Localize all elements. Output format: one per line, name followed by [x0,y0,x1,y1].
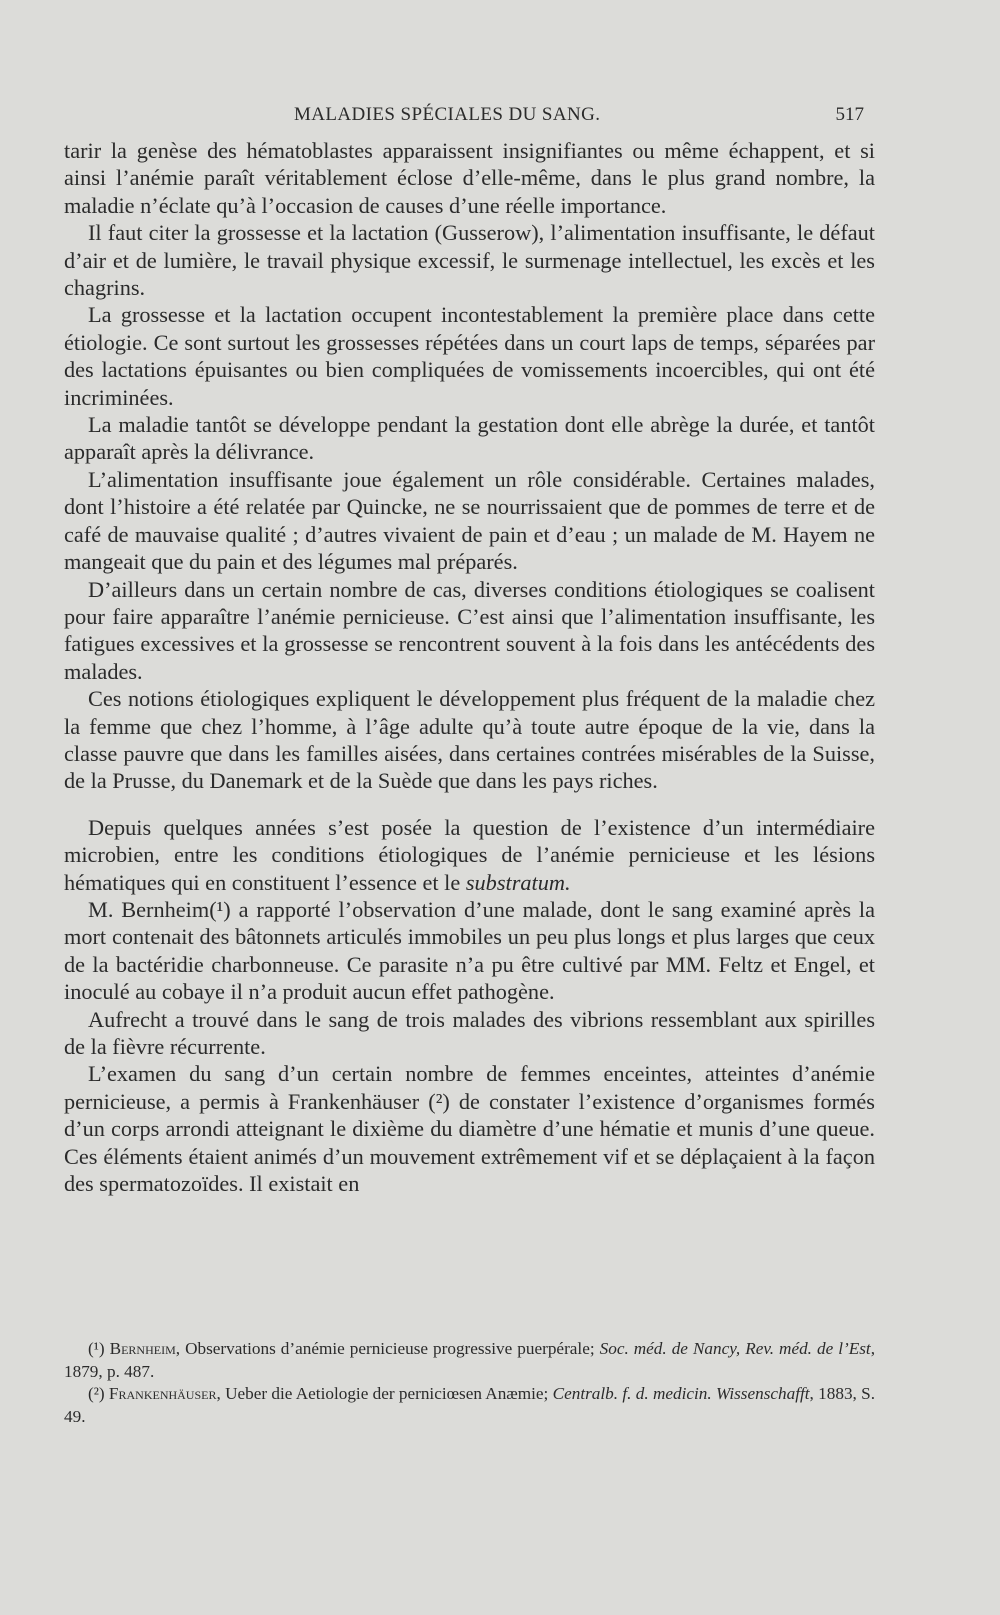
paragraph-aufrecht: Aufrecht a trouvé dans le sang de trois malades des vibrions ressemblant aux spirilles de la fièvre récurrente. [64,1006,875,1059]
paragraph-nutrition: L’alimentation insuffisante joue également un rôle considérable. Certaines malades, dont l’histoire a été relatée par Quincke, ne se nourrissaient que de pommes de terre et de café de mauvaise qualité ; d’autres vivaient de pain et d’eau ; un malade de M. Hayem ne mangeait que du pain et des légumes mal préparés. [64,466,875,575]
footnote-journal: Soc. méd. de Nancy, Rev. méd. de l’Est [599,1339,871,1358]
paragraph-text: M. Bernheim [88,896,210,922]
paragraph-continued: tarir la genèse des hématoblastes apparaissent insignifiantes ou même échappent, et si ainsi l’anémie paraît véritablement éclose d’elle-même, dans le plus grand nombre, la maladie n’éclate qu’à l’occasion de causes d’une réelle importance. [64,138,875,218]
running-title: MALADIES SPÉCIALES DU SANG. [294,104,601,125]
footnote-journal: Centralb. f. d. medicin. Wissenschafft [552,1384,810,1403]
footnote-marker: (¹) [88,1339,110,1358]
footnote-1 [64,1338,875,1383]
footnote-author: Bernheim [109,1339,176,1358]
footnote-text: , 1883, S. 49. [64,1384,875,1426]
main-text [64,137,875,1197]
paragraph-epidemiology: Ces notions étiologiques expliquent le développement plus fréquent de la maladie chez la femme que chez l’homme, à l’âge adulte qu’à toute autre époque de la vie, dans la classe pauvre que dans les familles aisées, dans certaines contrées misérables de la Suisse, de la Prusse, du Danemark et de la Suède que dans les pays riches. [64,686,875,794]
footnote-text: , Observations d’anémie pernicieuse progressive puerpérale; [175,1339,600,1358]
paragraph-text: L’examen du sang d’un certain nombre de femmes enceintes, atteintes d’anémie pernicieuse, a permis à Frankenhäuser [64,1061,875,1114]
italic-term: substratum. [465,869,571,895]
paragraph-gestation: La maladie tantôt se développe pendant la gestation dont elle abrège la durée, et tantôt apparaît après la délivrance. [64,412,875,465]
paragraph-pregnancy-lactation: La grossesse et la lactation occupent incontestablement la première place dans cette étiologie. Ce sont surtout les grossesses répétées dans un court laps de temps, séparées par des lactations épuisantes ou bien compliquées de vomissements incoercibles, qui ont été incriminées. [64,302,875,410]
running-header [64,104,864,132]
paragraph-text: de constater l’existence d’organismes formés d’un corps arrondi atteignant le dixième du diamètre d’une hématie et munis d’une queue. Ces éléments étaient animés d’un mouvement extrêmement vif et se déplaçaient à la façon des spermatozoïdes. Il existait en [64,1088,875,1197]
footnote-text: , Ueber die Aetiologie der perniciœsen Anæmie; [216,1384,553,1403]
footnote-reference: (²) [419,1088,450,1114]
footnotes [64,1338,875,1428]
paragraph-causes: Il faut citer la grossesse et la lactation (Gusserow), l’alimentation insuffisante, le défaut d’air et de lumière, le travail physique excessif, le surmenage intellectuel, les excès et les chagrins. [64,220,875,301]
paragraph-microbial-question [64,814,875,896]
page-number: 517 [835,104,864,125]
footnote-2 [64,1383,875,1428]
footnote-author: Frankenhäuser [108,1384,217,1403]
paragraph-bernheim [64,896,875,1006]
paragraph-frankenhauser [64,1060,875,1197]
footnote-text: , 1879, p. 487. [64,1339,875,1381]
paragraph-text: a rapporté l’observation d’une malade, dont le sang examiné après la mort contenait des bâtonnets articulés immobiles un peu plus longs et plus larges que ceux de la bactéridie charbonneuse. Ce parasite n’a pu être cultivé par MM. Feltz et Engel, et inoculé au cobaye il n’a produit aucun effet pathogène. [64,896,875,1005]
footnote-reference: (¹) [209,896,231,922]
paragraph-text: Depuis quelques années s’est posée la question de l’existence d’un intermédiaire microbien, entre les conditions étiologiques de l’anémie pernicieuse et les lésions hématiques qui en constituent l’essence et le [64,814,875,895]
footnote-marker: (²) [88,1384,109,1403]
paragraph-combined-causes: D’ailleurs dans un certain nombre de cas, diverses conditions étiologiques se coalisent pour faire apparaître l’anémie pernicieuse. C’est ainsi que l’alimentation insuffisante, les fatigues excessives et la grossesse se rencontrent souvent à la fois dans les antécédents des malades. [64,576,875,684]
